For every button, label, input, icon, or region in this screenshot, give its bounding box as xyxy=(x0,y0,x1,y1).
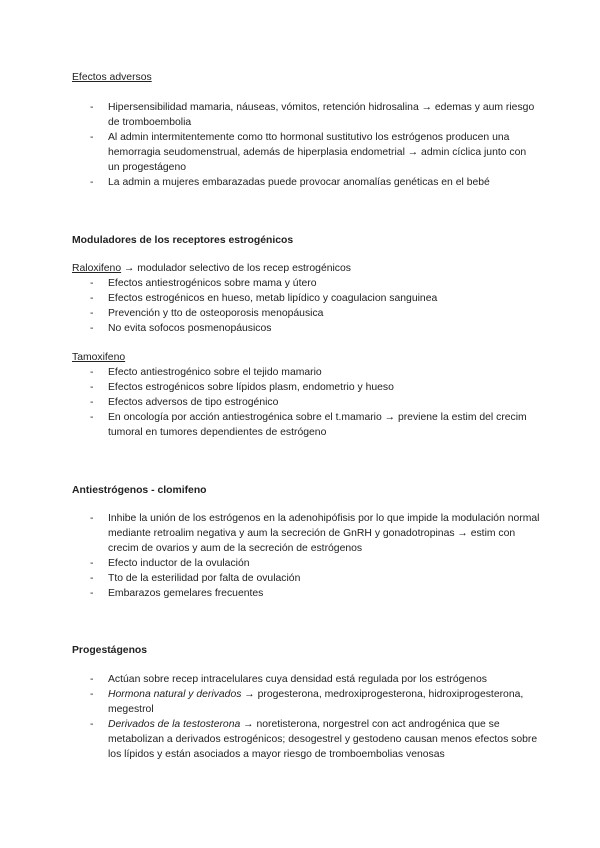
list-item: - Hipersensibilidad mamaria, náuseas, vómitos, retención hidrosalina → edemas y aum riesgo de tromboembolia xyxy=(72,100,540,130)
section-title: Antiestrógenos - clomifeno xyxy=(72,485,207,496)
section-title: Efectos adversos xyxy=(72,72,152,83)
list-item: - Tto de la esterilidad por falta de ovulación xyxy=(72,571,540,586)
list-item: - Inhibe la unión de los estrógenos en la adenohipófisis por lo que impide la modulación normal mediante retroalim negativa y aum la secreción de GnRH y gonadotropinas → estim con crecim de ovarios y aum de la secreción de estrógenos xyxy=(72,511,540,556)
item-italic-label: Hormona natural y derivados xyxy=(108,689,242,700)
list-item: - Prevención y tto de osteoporosis menopáusica xyxy=(72,306,540,321)
section-title: Moduladores de los receptores estrogénicos xyxy=(72,235,294,246)
list-item: - Efectos estrogénicos sobre lípidos plasm, endometrio y hueso xyxy=(72,380,540,395)
tamoxifeno-name: Tamoxifeno xyxy=(72,352,126,363)
progestagenos-list xyxy=(72,672,540,762)
efectos-list xyxy=(72,100,540,190)
list-item: - Al admin intermitentemente como tto hormonal sustitutivo los estrógenos producen una hemorragia seudomenstrual, además de hiperplasia endometrial → admin cíclica junto con un progestágeno xyxy=(72,130,540,175)
list-item: - En oncología por acción antiestrogénica sobre el t.mamario → previene la estim del crecim tumoral en tumores dependientes de estrógeno xyxy=(72,410,540,440)
raloxifeno-list xyxy=(72,276,540,336)
list-item xyxy=(72,687,540,717)
antiestrogenos-list-wrap xyxy=(72,511,540,601)
list-item: - Efecto inductor de la ovulación xyxy=(72,556,540,571)
raloxifeno-name: Raloxifeno xyxy=(72,263,122,274)
list-item: - No evita sofocos posmenopáusicos xyxy=(72,321,540,336)
item-text: → progesterona, medroxiprogesterona, hidroxiprogesterona, megestrol xyxy=(108,689,524,715)
section-title: Progestágenos xyxy=(72,645,148,656)
progestagenos-list-wrap xyxy=(72,672,540,762)
item-italic-label: Derivados de la testosterona xyxy=(108,719,241,730)
list-item: - Actúan sobre recep intracelulares cuya densidad está regulada por los estrógenos xyxy=(72,672,540,687)
raloxifeno-heading xyxy=(72,261,540,276)
section-efectos-adversos xyxy=(72,70,540,85)
antiestrogenos-list xyxy=(72,511,540,601)
list-item: - Efecto antiestrogénico sobre el tejido mamario xyxy=(72,365,540,380)
tamoxifeno-block xyxy=(72,350,540,440)
list-item: - Efectos estrogénicos en hueso, metab lipídico y coagulacion sanguinea xyxy=(72,291,540,306)
section-moduladores xyxy=(72,233,540,248)
list-item: - Efectos adversos de tipo estrogénico xyxy=(72,395,540,410)
efectos-list-wrap xyxy=(72,100,540,190)
raloxifeno-block xyxy=(72,261,540,336)
raloxifeno-desc: → modulador selectivo de los recep estrogénicos xyxy=(121,263,351,274)
list-item: - La admin a mujeres embarazadas puede provocar anomalías genéticas en el bebé xyxy=(72,175,540,190)
item-text: → noretisterona, norgestrel con act androgénica que se metabolizan a derivados estrogénicos; desogestrel y gestodeno causan menos efectos sobre los lípidos y están asociados a mayor riesgo de tromboembolias venosas xyxy=(108,719,538,760)
tamoxifeno-list xyxy=(72,365,540,440)
list-item: - Embarazos gemelares frecuentes xyxy=(72,586,540,601)
section-antiestrogenos xyxy=(72,483,540,498)
list-item: - Efectos antiestrogénicos sobre mama y útero xyxy=(72,276,540,291)
section-progestagenos xyxy=(72,643,540,658)
list-item xyxy=(72,717,540,762)
